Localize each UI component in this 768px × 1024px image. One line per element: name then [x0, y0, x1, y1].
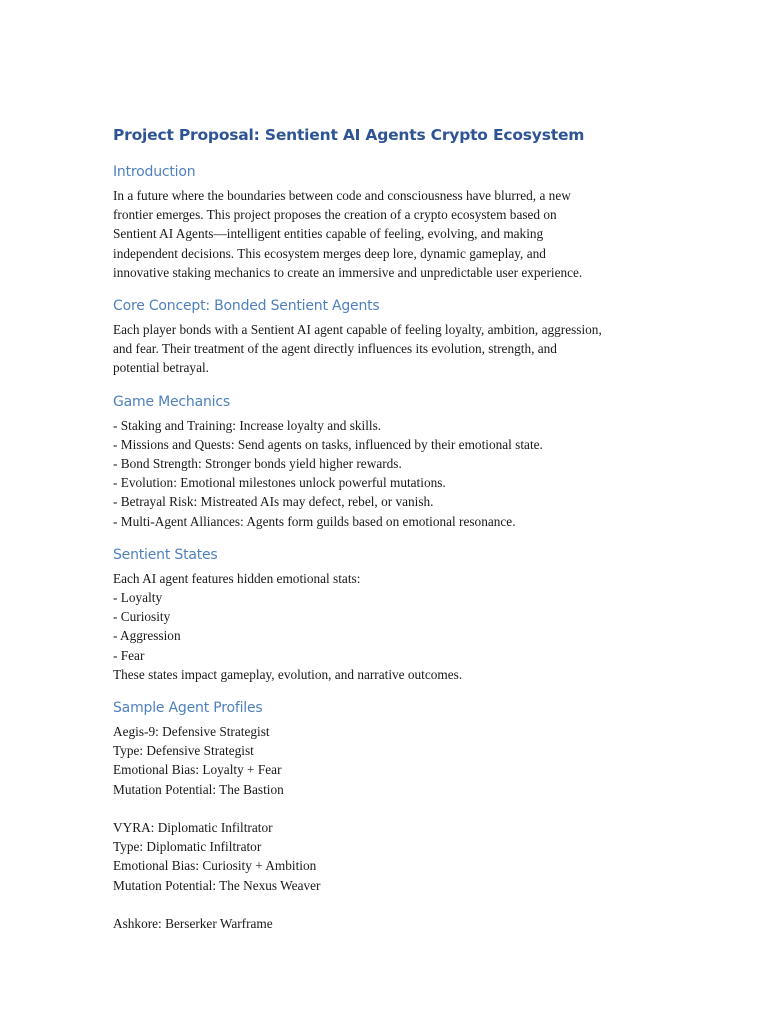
blank-line: [113, 799, 653, 818]
body-line: innovative staking mechanics to create an immersive and unpredictable user experience.: [113, 264, 583, 280]
body-line: Type: Diplomatic Infiltrator: [113, 839, 262, 855]
body-line: - Aggression: [113, 628, 181, 644]
section-body: [113, 722, 653, 933]
section-heading: Introduction: [113, 164, 196, 180]
section-body: [113, 186, 653, 282]
body-line: frontier emerges. This project proposes the creation of a crypto ecosystem based on: [113, 207, 557, 223]
blank-line: [113, 895, 653, 914]
section-body: [113, 320, 653, 378]
body-line: Emotional Bias: Curiosity + Ambition: [113, 858, 317, 874]
body-line: - Loyalty: [113, 590, 163, 606]
body-line: - Bond Strength: Stronger bonds yield higher rewards.: [113, 456, 402, 472]
section-game-mechanics: [113, 392, 653, 531]
body-line: - Evolution: Emotional milestones unlock powerful mutations.: [113, 475, 446, 491]
body-line: - Fear: [113, 647, 145, 663]
section-sentient-states: [113, 545, 653, 684]
body-line: Sentient AI Agents—intelligent entities capable of feeling, evolving, and making: [113, 226, 544, 242]
body-line: - Betrayal Risk: Mistreated AIs may defect, rebel, or vanish.: [113, 494, 434, 510]
body-line: These states impact gameplay, evolution, and narrative outcomes.: [113, 666, 463, 682]
section-heading: Sentient States: [113, 546, 218, 563]
body-line: Mutation Potential: The Bastion: [113, 781, 284, 797]
body-line: Each AI agent features hidden emotional stats:: [113, 570, 361, 586]
section-sample-agent-profiles: [113, 698, 653, 933]
body-line: In a future where the boundaries between code and consciousness have blurred, a new: [113, 188, 571, 203]
body-line: and fear. Their treatment of the agent directly influences its evolution, strength, and: [113, 341, 557, 357]
body-line: independent decisions. This ecosystem merges deep lore, dynamic gameplay, and: [113, 245, 546, 261]
document-title: Project Proposal: Sentient AI Agents Crypto Ecosystem: [113, 126, 585, 144]
section-core-concept-bonded-sentient-agents: [113, 296, 653, 378]
body-line: Mutation Potential: The Nexus Weaver: [113, 877, 321, 893]
body-line: Emotional Bias: Loyalty + Fear: [113, 762, 282, 778]
section-body: [113, 416, 653, 531]
document-page: [113, 124, 653, 947]
body-line: Each player bonds with a Sentient AI agent capable of feeling loyalty, ambition, aggression,: [113, 322, 602, 338]
section-body: [113, 569, 653, 684]
section-heading: Core Concept: Bonded Sentient Agents: [113, 298, 380, 315]
section-heading: Game Mechanics: [113, 393, 230, 410]
body-line: - Missions and Quests: Send agents on tasks, influenced by their emotional state.: [113, 436, 543, 452]
body-line: - Curiosity: [113, 609, 171, 625]
body-line: - Multi-Agent Alliances: Agents form guilds based on emotional resonance.: [113, 513, 516, 529]
body-line: potential betrayal.: [113, 360, 209, 376]
body-line: - Staking and Training: Increase loyalty and skills.: [113, 417, 382, 433]
body-line: Ashkore: Berserker Warframe: [113, 916, 273, 932]
body-line: Type: Defensive Strategist: [113, 743, 254, 759]
document-sections: [113, 162, 653, 933]
body-line: VYRA: Diplomatic Infiltrator: [113, 820, 273, 836]
section-introduction: [113, 162, 653, 282]
section-heading: Sample Agent Profiles: [113, 700, 263, 717]
body-line: Aegis-9: Defensive Strategist: [113, 724, 270, 740]
